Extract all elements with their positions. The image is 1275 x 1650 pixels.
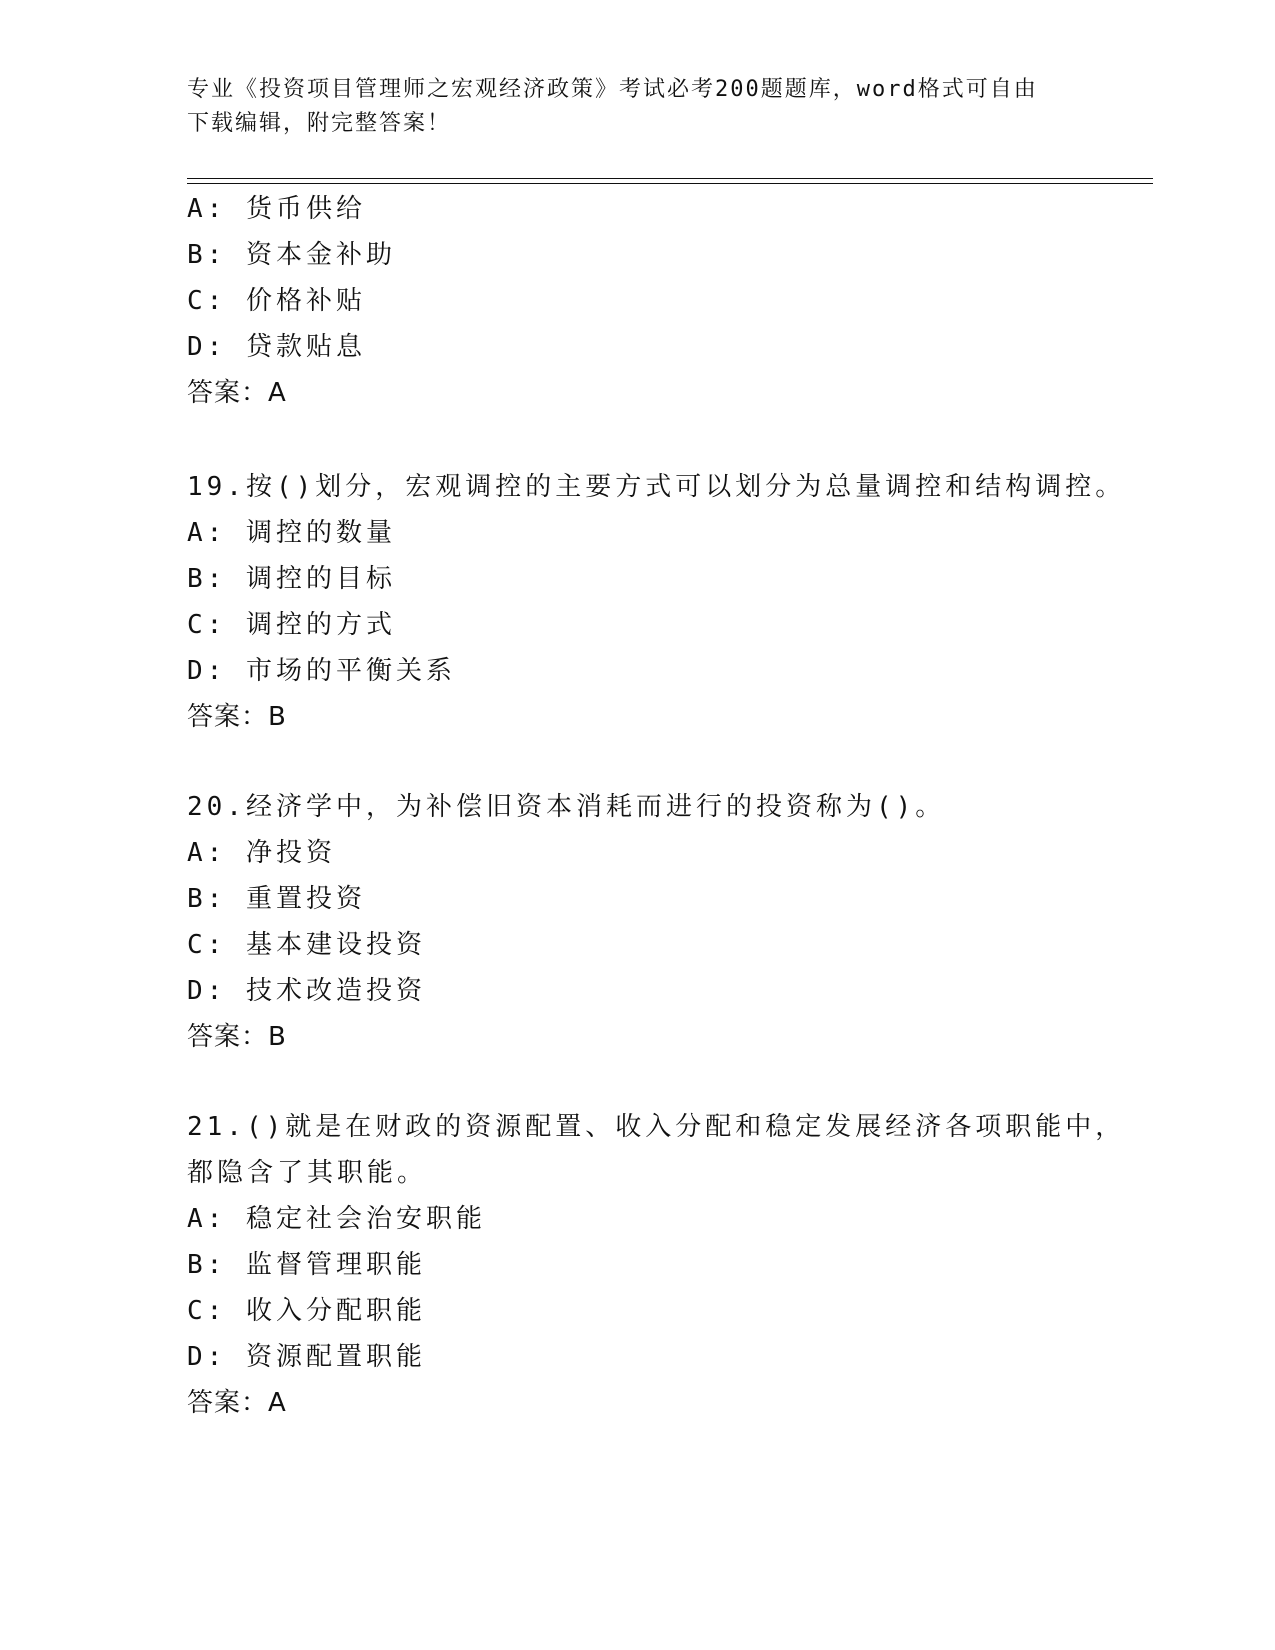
answer-line: 答案：A: [187, 1388, 287, 1418]
question-19-block: [187, 464, 1153, 740]
option-d: D: 技术改造投资: [187, 976, 426, 1006]
question-text: 20.经济学中，为补偿旧资本消耗而进行的投资称为()。: [187, 792, 946, 822]
option-c: C: 收入分配职能: [187, 1296, 426, 1326]
question-text-line-1: 21.()就是在财政的资源配置、收入分配和稳定发展经济各项职能中，: [187, 1112, 1126, 1142]
header-divider-bottom: [187, 183, 1153, 184]
question-20-block: [187, 784, 1153, 1060]
option-b: B: 资本金补助: [187, 240, 396, 270]
option-a: A: 调控的数量: [187, 518, 396, 548]
question-18-block: [187, 186, 1153, 416]
option-d: D: 贷款贴息: [187, 332, 366, 362]
option-c: C: 基本建设投资: [187, 930, 426, 960]
option-a: A: 货币供给: [187, 194, 366, 224]
option-b: B: 调控的目标: [187, 564, 396, 594]
option-d: D: 市场的平衡关系: [187, 656, 456, 686]
option-c: C: 价格补贴: [187, 286, 366, 316]
question-text-line-2: 都隐含了其职能。: [187, 1158, 428, 1188]
option-a: A: 稳定社会治安职能: [187, 1204, 486, 1234]
option-b: B: 监督管理职能: [187, 1250, 426, 1280]
header-divider-top: [187, 178, 1153, 179]
answer-line: 答案：A: [187, 378, 287, 408]
option-d: D: 资源配置职能: [187, 1342, 426, 1372]
answer-line: 答案：B: [187, 1022, 287, 1052]
document-header: [187, 73, 1067, 141]
question-text: 19.按()划分，宏观调控的主要方式可以划分为总量调控和结构调控。: [187, 472, 1126, 502]
header-line-2: 下载编辑，附完整答案！: [187, 111, 452, 136]
header-line-1: 专业《投资项目管理师之宏观经济政策》考试必考200题题库，word格式可自由: [187, 77, 1038, 102]
option-a: A: 净投资: [187, 838, 336, 868]
option-b: B: 重置投资: [187, 884, 366, 914]
option-c: C: 调控的方式: [187, 610, 396, 640]
answer-line: 答案：B: [187, 702, 287, 732]
question-21-block: [187, 1104, 1153, 1426]
